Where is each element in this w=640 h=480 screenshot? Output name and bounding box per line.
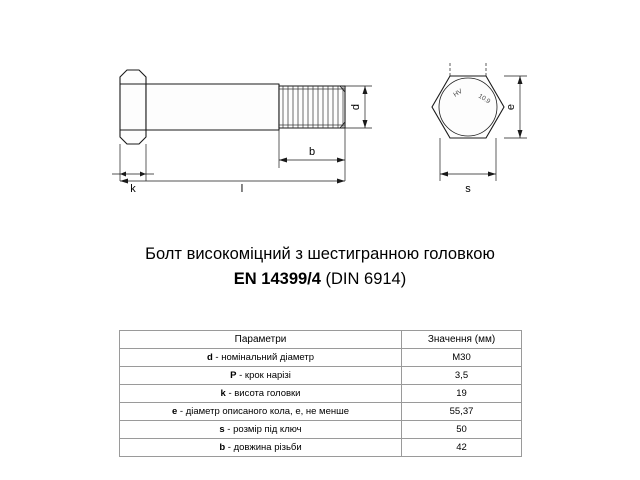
parameter-symbol: b: [219, 442, 226, 453]
caption-title: Болт високоміцний з шестигранною головкою: [145, 245, 495, 263]
parameter-symbol: d: [206, 352, 213, 363]
dimension-label-d: d: [350, 103, 362, 111]
parameter-description: - довжина різьби: [225, 442, 302, 453]
caption-standard-alt: (DIN 6914): [320, 270, 407, 288]
table-header-row: [120, 331, 522, 349]
table-cell-parameter: [120, 403, 402, 421]
parameter-description: - діаметр описаного кола, e, не менше: [177, 406, 350, 417]
bolt-shank: [146, 84, 279, 130]
parameter-description: - номінальний діаметр: [212, 352, 315, 363]
specification-table: [119, 330, 522, 457]
dimension-label-e: e: [505, 103, 517, 111]
table-cell-value: 50: [402, 421, 522, 439]
table-row: [120, 367, 522, 385]
bolt-side-view: [120, 70, 345, 144]
parameter-description: - крок нарізі: [236, 370, 291, 381]
bolt-head-side: [120, 70, 146, 144]
caption-standard-code: EN 14399/4: [233, 270, 321, 288]
table-header-parameter: Параметри: [120, 331, 402, 349]
table-cell-parameter: [120, 439, 402, 457]
table-cell-parameter: [120, 385, 402, 403]
table-cell-parameter: [120, 421, 402, 439]
parameter-description: - розмір під ключ: [224, 424, 302, 435]
parameter-symbol: P: [230, 370, 237, 381]
parameter-symbol: k: [220, 388, 226, 399]
table-cell-value: 55,37: [402, 403, 522, 421]
head-mark-hv: HV: [452, 87, 464, 99]
table-row: [120, 385, 522, 403]
parameter-symbol: s: [219, 424, 225, 435]
table-header-value: Значення (мм): [402, 331, 522, 349]
head-hexagon: [432, 76, 504, 138]
bolt-drawing: [0, 40, 640, 200]
table-row: [120, 421, 522, 439]
table-cell-parameter: [120, 349, 402, 367]
bolt-drawing-svg: [0, 40, 640, 200]
dimension-label-b: b: [308, 146, 316, 158]
bolt-thread-body: [279, 86, 345, 128]
head-mark-grade: 10.9: [476, 92, 492, 106]
table-body: [120, 349, 522, 457]
table-row: [120, 349, 522, 367]
parameter-description: - висота головки: [225, 388, 301, 399]
dimension-label-s: s: [465, 183, 471, 195]
table-cell-value: 3,5: [402, 367, 522, 385]
table-row: [120, 403, 522, 421]
caption-standard: [0, 268, 640, 291]
parameter-symbol: e: [171, 406, 178, 417]
table-cell-value: 42: [402, 439, 522, 457]
table-cell-value: M30: [402, 349, 522, 367]
table-cell-value: 19: [402, 385, 522, 403]
dimension-label-l: l: [240, 183, 244, 195]
dimension-label-k: k: [130, 183, 136, 195]
table-cell-parameter: [120, 367, 402, 385]
table-row: [120, 439, 522, 457]
bolt-head-view: [432, 76, 504, 138]
figure-caption: [0, 243, 640, 291]
